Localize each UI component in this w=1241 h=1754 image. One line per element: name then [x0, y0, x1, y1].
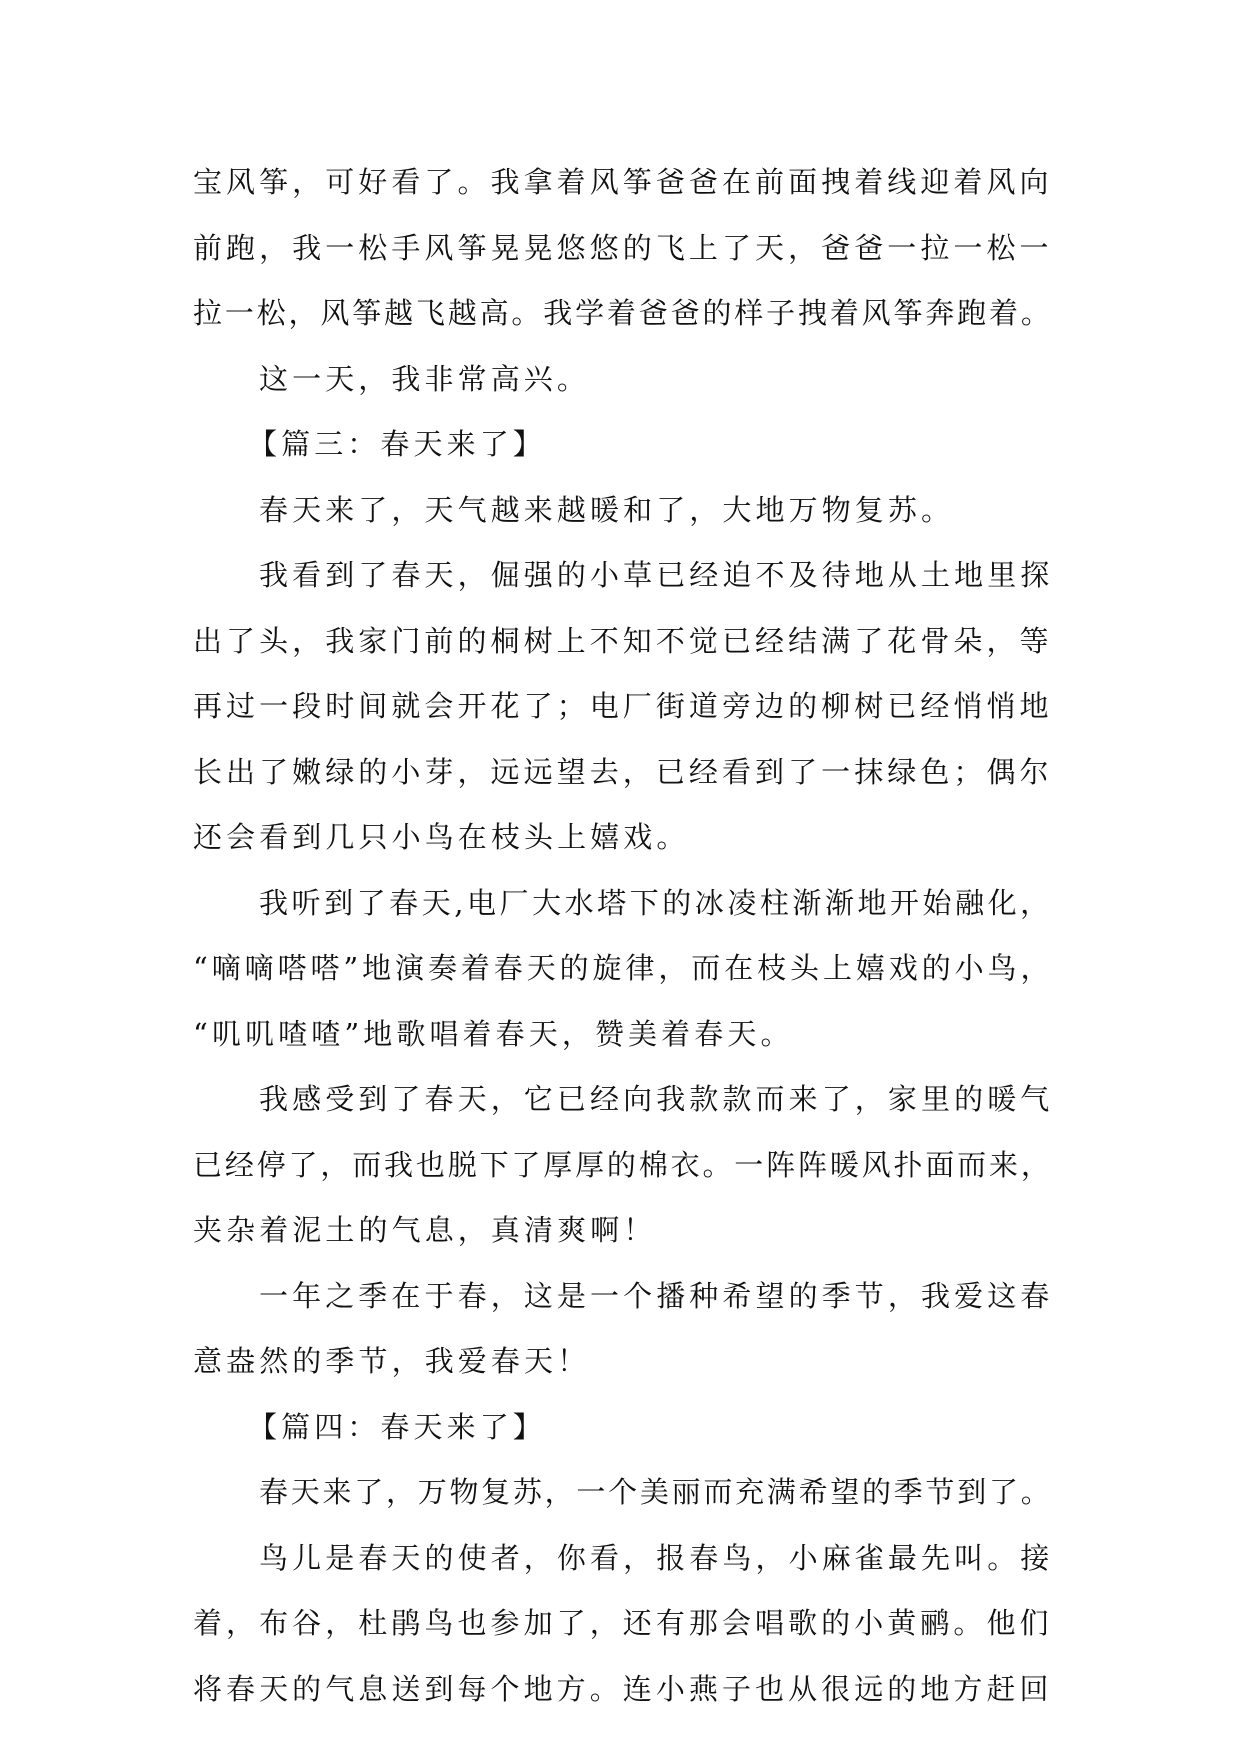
text-line: 我感受到了春天，它已经向我款款而来了，家里的暖气: [259, 1082, 1053, 1116]
text-line: 将春天的气息送到每个地方。连小燕子也从很远的地方赶回: [193, 1671, 1053, 1706]
text-line: 再过一段时间就会开花了；电厂街道旁边的柳树已经悄悄地: [193, 689, 1053, 723]
text-line: 宝风筝，可好看了。我拿着风筝爸爸在前面拽着线迎着风向: [193, 165, 1053, 199]
text-line: “嘀嘀嗒嗒”地演奏着春天的旋律，而在枝头上嬉戏的小鸟，: [193, 951, 1053, 985]
text-line: 这一天，我非常高兴。: [259, 361, 591, 396]
text-line: 春天来了，万物复苏，一个美丽而充满希望的季节到了。: [259, 1475, 1053, 1509]
text-line: “叽叽喳喳”地歌唱着春天，赞美着春天。: [193, 1016, 794, 1051]
document-page: [193, 150, 1053, 1722]
text-line: 鸟儿是春天的使者，你看，报春鸟，小麻雀最先叫。接: [259, 1540, 1053, 1575]
text-line: 前跑，我一松手风筝晃晃悠悠的飞上了天，爸爸一拉一松一: [193, 230, 1053, 265]
text-line: 我听到了春天,电厂大水塔下的冰凌柱渐渐地开始融化，: [259, 885, 1053, 920]
text-line: 拉一松，风筝越飞越高。我学着爸爸的样子拽着风筝奔跑着。: [193, 296, 1053, 330]
text-line: 意盎然的季节，我爱春天！: [193, 1344, 591, 1378]
text-line: 着，布谷，杜鹃鸟也参加了，还有那会唱歌的小黄鹂。他们: [193, 1606, 1053, 1640]
text-line: 出了头，我家门前的桐树上不知不觉已经结满了花骨朵，等: [193, 623, 1053, 658]
text-line: 一年之季在于春，这是一个播种希望的季节，我爱这春: [259, 1278, 1053, 1313]
text-line: 长出了嫩绿的小芽，远远望去，已经看到了一抹绿色；偶尔: [193, 754, 1053, 789]
text-line: 已经停了，而我也脱下了厚厚的棉衣。一阵阵暖风扑面而来，: [193, 1147, 1053, 1182]
section-heading: 【篇四：春天来了】: [248, 1409, 546, 1444]
text-line: 夹杂着泥土的气息，真清爽啊！: [193, 1213, 657, 1247]
text-line: 春天来了，天气越来越暖和了，大地万物复苏。: [259, 492, 955, 527]
text-line: 还会看到几只小鸟在枝头上嬉戏。: [193, 820, 690, 854]
text-line: 我看到了春天，倔强的小草已经迫不及待地从土地里探: [259, 558, 1053, 592]
section-heading: 【篇三：春天来了】: [248, 427, 546, 461]
